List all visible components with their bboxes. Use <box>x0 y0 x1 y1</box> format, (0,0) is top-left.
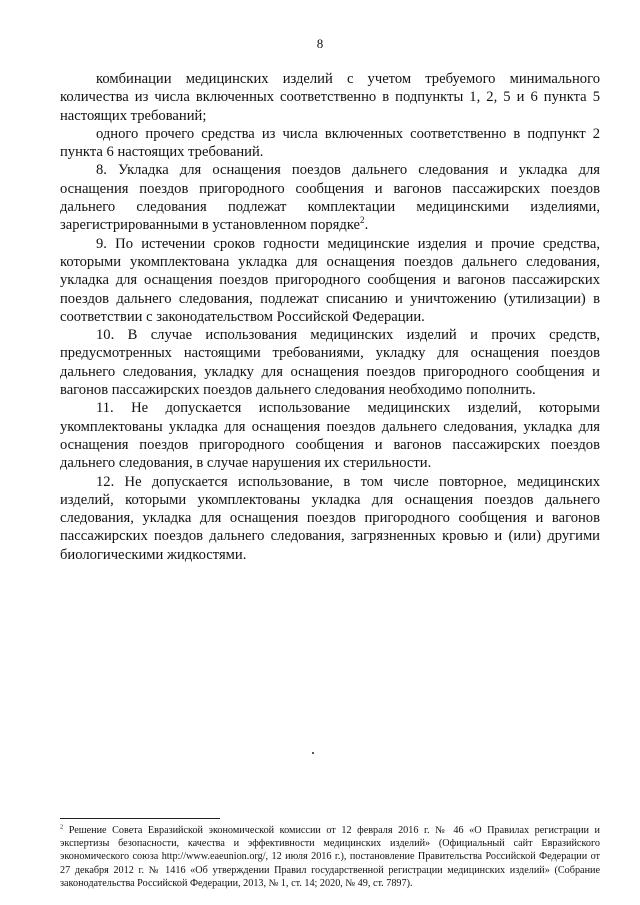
paragraph-text: комбинации медицинских изделий с учетом требуемого минимального количества из числа включенных соответственно в подпункты 1, 2, 5 и 6 пункта 5 настоящих требований; <box>60 71 600 124</box>
paragraph-clause-8 <box>60 161 600 234</box>
paragraph-item-list-other-means <box>60 125 600 162</box>
paragraph-clause-9 <box>60 235 600 326</box>
paragraph-clause-11 <box>60 399 600 472</box>
paragraph-clause-10 <box>60 326 600 399</box>
footnote-divider <box>60 818 220 819</box>
paragraph-text: 11. Не допускается использование медицинских изделий, которыми укомплектованы укладка для оснащения поездов дальнего следования, укладка для оснащения поездов пригородного сообщения и вагонов пассажирских поездов дальнего следования, в случае нарушения их стерильности. <box>60 400 600 472</box>
footnote <box>60 824 600 890</box>
paragraph-text: одного прочего средства из числа включенных соответственно в подпункт 2 пункта 6 настоящих требований. <box>60 125 600 161</box>
scan-speck <box>312 752 314 754</box>
paragraph-text: 9. По истечении сроков годности медицинские изделия и прочие средства, которыми укомплектована укладка для оснащения поездов дальнего следования, укладка для оснащения поездов пригородного сообщения и вагонов пассажирских поездов дальнего следования, подлежат списанию и уничтожению (утилизации) в соответствии с законодательством Российской Федерации. <box>60 235 600 325</box>
footnote-text: Решение Совета Евразийской экономической комиссии от 12 февраля 2016 г. № 46 «О Правилах регистрации и экспертизы безопасности, качества и эффективности медицинских изделий» (Официальный сайт Евразийского экономического союза http://www.eaeunion.org/, 12 июля 2016 г.), постановление Правительства Российской Федерации от 27 декабря 2012 г. № 1416 «Об утверждении Правил государственной регистрации медицинских изделий» (Собрание законодательства Российской Федерации, 2013, № 1, ст. 14; 2020, № 49, ст. 7897). <box>60 825 601 889</box>
paragraph-text: 12. Не допускается использование, в том числе повторное, медицинских изделий, которыми укомплектованы укладка для оснащения поездов дальнего следования, укладка для оснащения поездов пригородного сообщения и вагонов пассажирских поездов дальнего следования, загрязненных кровью и (или) другими биологическими жидкостями. <box>60 473 600 563</box>
footnote-reference: 2 <box>360 215 365 226</box>
document-body <box>60 70 600 564</box>
page-number: 8 <box>316 36 324 51</box>
paragraph-text: 8. Укладка для оснащения поездов дальнего следования и укладка для оснащения поездов пригородного сообщения и вагонов пассажирских поездов дальнего следования подлежат комплектации медицинскими изделиями, зарегистрированными в установленном порядке <box>60 162 600 234</box>
paragraph-clause-12 <box>60 473 600 564</box>
footnote-marker: 2 <box>60 823 64 831</box>
paragraph-text: 10. В случае использования медицинских изделий и прочих средств, предусмотренных настоящими требованиями, укладку для оснащения поездов дальнего следования, укладку для оснащения поездов пригородного сообщения и вагонов пассажирских поездов дальнего следования необходимо пополнить. <box>60 327 600 399</box>
paragraph-tail: . <box>364 217 369 234</box>
paragraph-item-list-combination <box>60 70 600 125</box>
